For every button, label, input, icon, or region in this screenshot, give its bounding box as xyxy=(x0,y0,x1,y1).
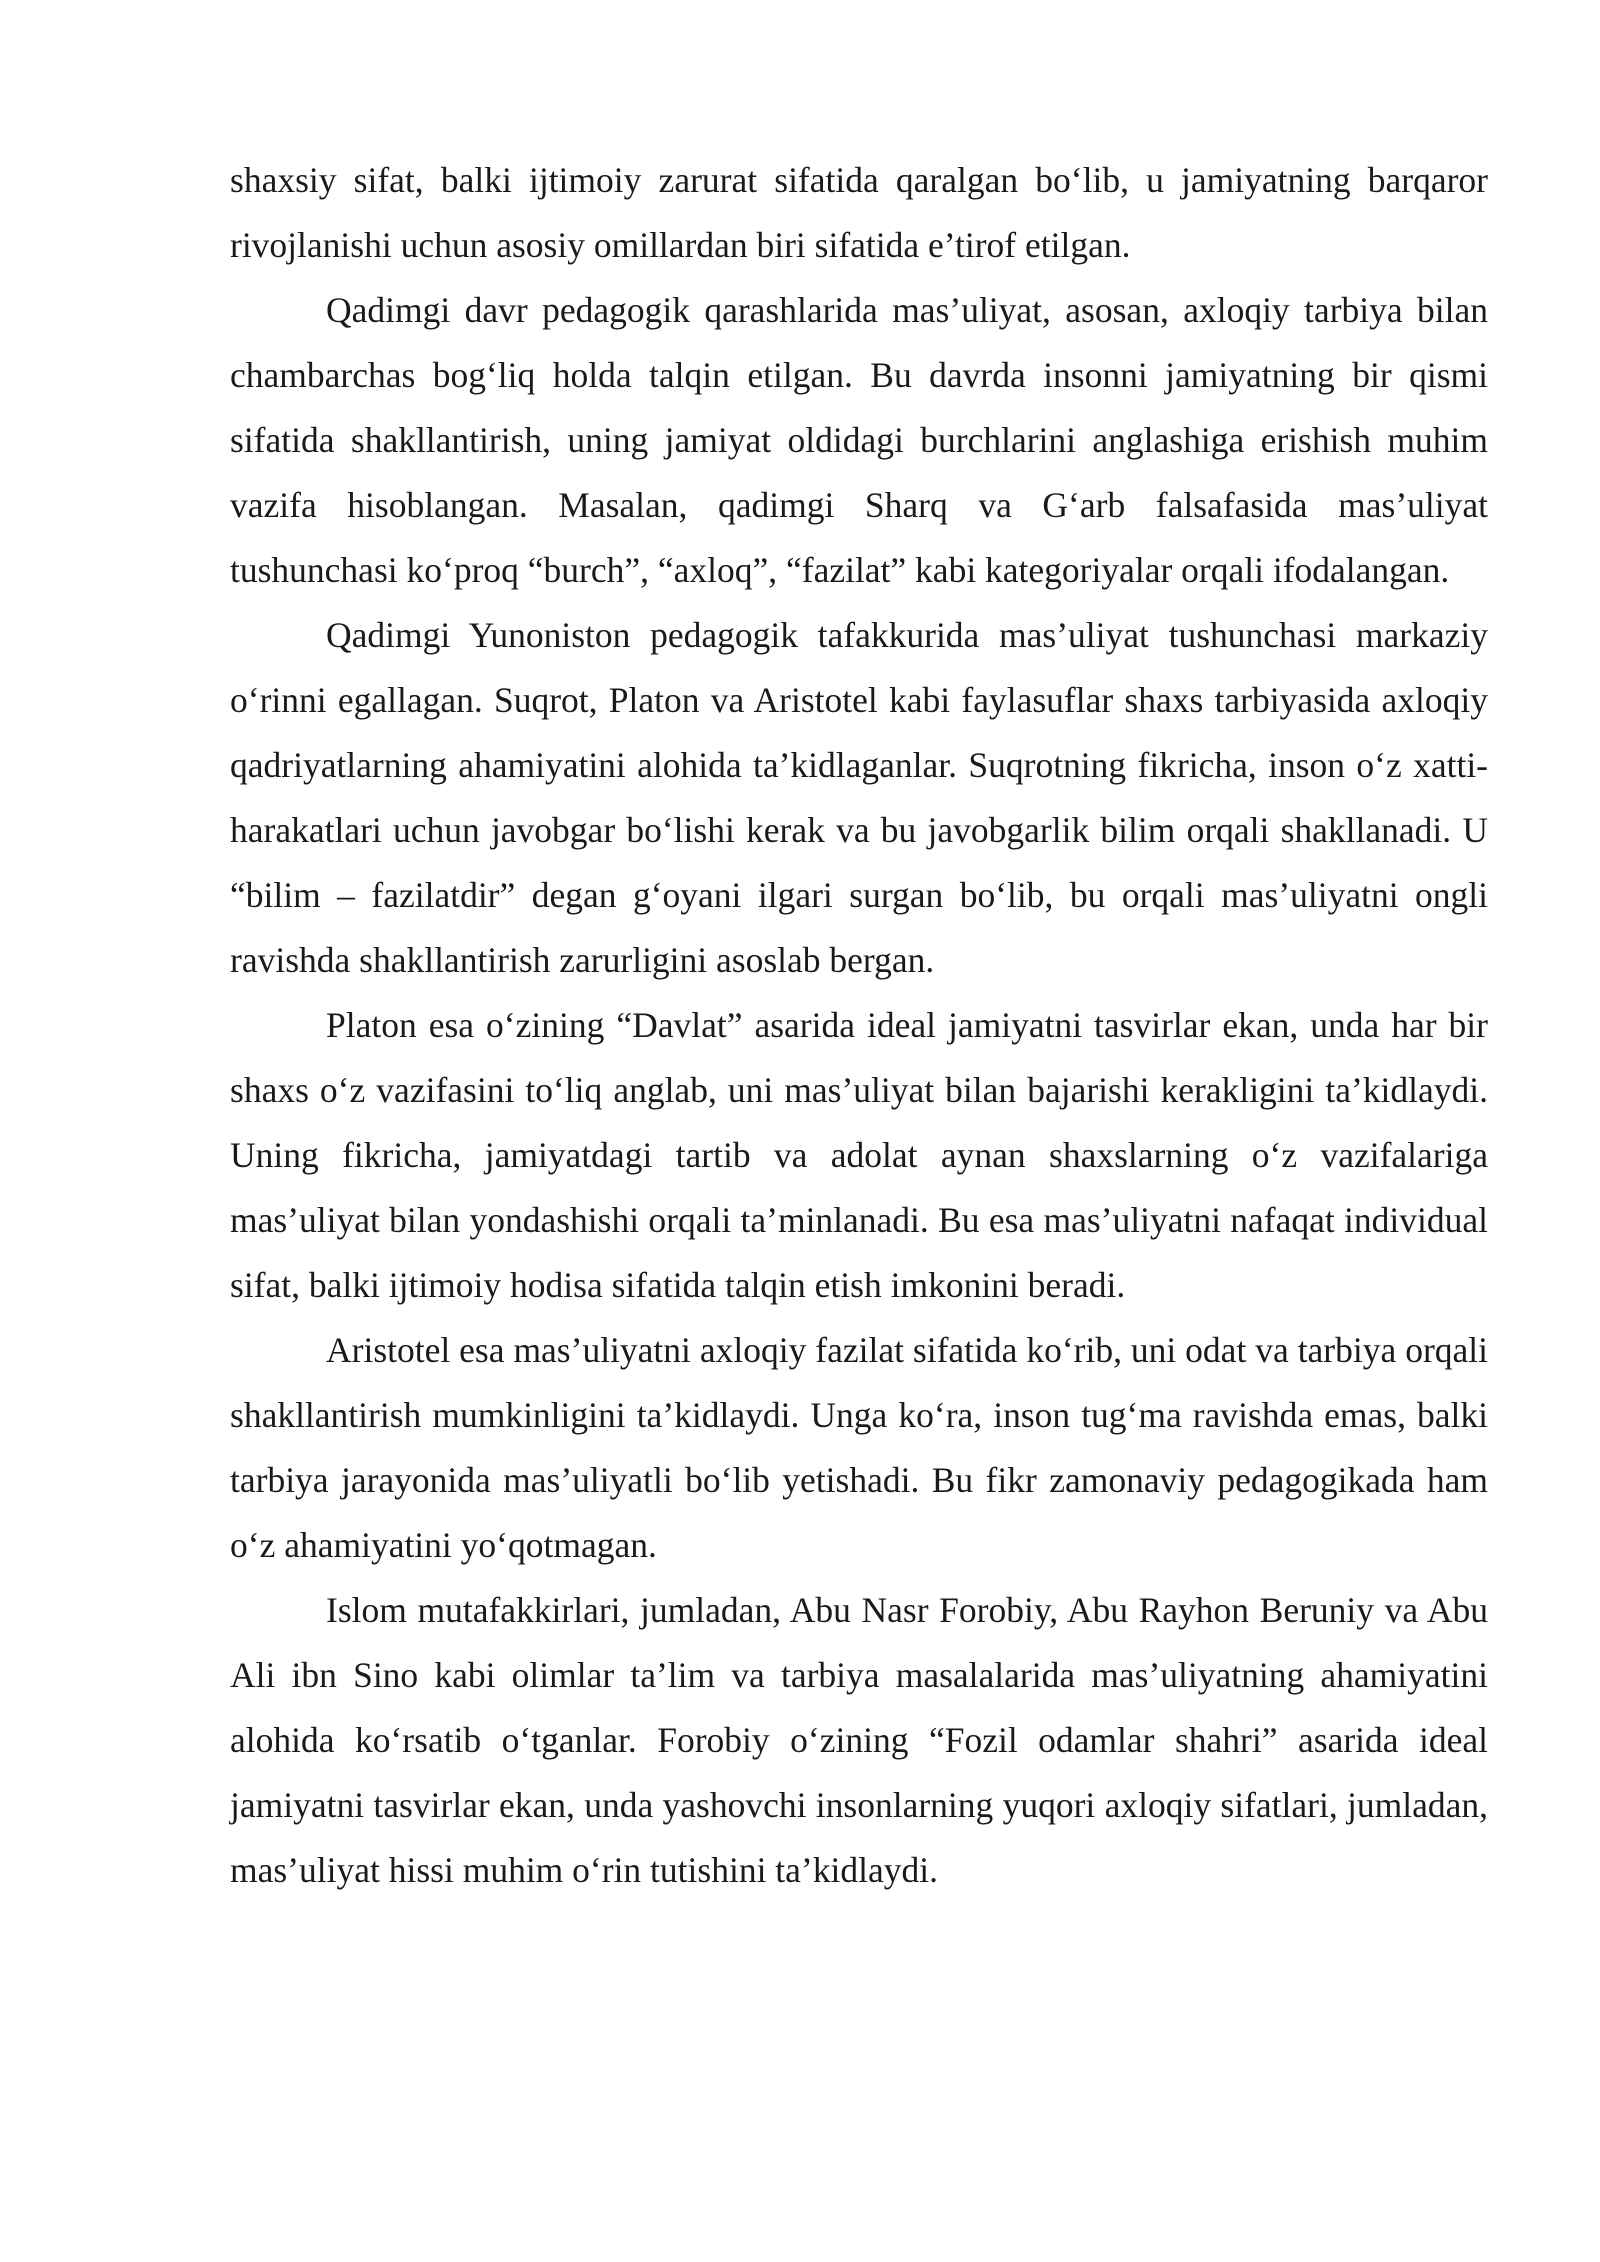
paragraph-continuation: shaxsiy sifat, balki ijtimoiy zarurat sifatida qaralgan bo‘lib, u jamiyatning barqaror rivojlanishi uchun asosiy omillardan biri sifatida e’tirof etilgan. xyxy=(230,160,1488,265)
paragraph-platon: Platon esa o‘zining “Davlat” asarida ideal jamiyatni tasvirlar ekan, unda har bir shaxs o‘z vazifasini to‘liq anglab, uni mas’uliyat bilan bajarishi kerakligini ta’kidlaydi. Uning fikricha, jamiyatdagi tartib va adolat aynan shaxslarning o‘z vazifalariga mas’uliyat bilan yondashishi orqali ta’minlanadi. Bu esa mas’uliyatni nafaqat individual sifat, balki ijtimoiy hodisa sifatida talqin etish imkonini beradi. xyxy=(230,1005,1488,1305)
paragraph-aristotel: Aristotel esa mas’uliyatni axloqiy fazilat sifatida ko‘rib, uni odat va tarbiya orqali shakllantirish mumkinligini ta’kidlaydi. Unga ko‘ra, inson tug‘ma ravishda emas, balki tarbiya jarayonida mas’uliyatli bo‘lib yetishadi. Bu fikr zamonaviy pedagogikada ham o‘z ahamiyatini yo‘qotmagan. xyxy=(230,1330,1488,1565)
paragraph-islamic-thinkers: Islom mutafakkirlari, jumladan, Abu Nasr Forobiy, Abu Rayhon Beruniy va Abu Ali ibn Sino kabi olimlar ta’lim va tarbiya masalalarida mas’uliyatning ahamiyatini alohida ko‘rsatib o‘tganlar. Forobiy o‘zining “Fozil odamlar shahri” asarida ideal jamiyatni tasvirlar ekan, unda yashovchi insonlarning yuqori axloqiy sifatlari, jumladan, mas’uliyat hissi muhim o‘rin tutishini ta’kidlaydi. xyxy=(230,1590,1488,1890)
paragraph-ancient-greece: Qadimgi Yunoniston pedagogik tafakkurida mas’uliyat tushunchasi markaziy o‘rinni egallagan. Suqrot, Platon va Aristotel kabi faylasuflar shaxs tarbiyasida axloqiy qadriyatlarning ahamiyatini alohida ta’kidlaganlar. Suqrotning fikricha, inson o‘z xatti-harakatlari uchun javobgar bo‘lishi kerak va bu javobgarlik bilim orqali shakllanadi. U “bilim – fazilatdir” degan g‘oyani ilgari surgan bo‘lib, bu orqali mas’uliyatni ongli ravishda shakllantirish zarurligini asoslab bergan. xyxy=(230,615,1488,980)
paragraph-ancient-pedagogy: Qadimgi davr pedagogik qarashlarida mas’uliyat, asosan, axloqiy tarbiya bilan chambarchas bog‘liq holda talqin etilgan. Bu davrda insonni jamiyatning bir qismi sifatida shakllantirish, uning jamiyat oldidagi burchlarini anglashiga erishish muhim vazifa hisoblangan. Masalan, qadimgi Sharq va G‘arb falsafasida mas’uliyat tushunchasi ko‘proq “burch”, “axloq”, “fazilat” kabi kategoriyalar orqali ifodalangan. xyxy=(230,290,1488,590)
document-page xyxy=(230,148,1488,1903)
